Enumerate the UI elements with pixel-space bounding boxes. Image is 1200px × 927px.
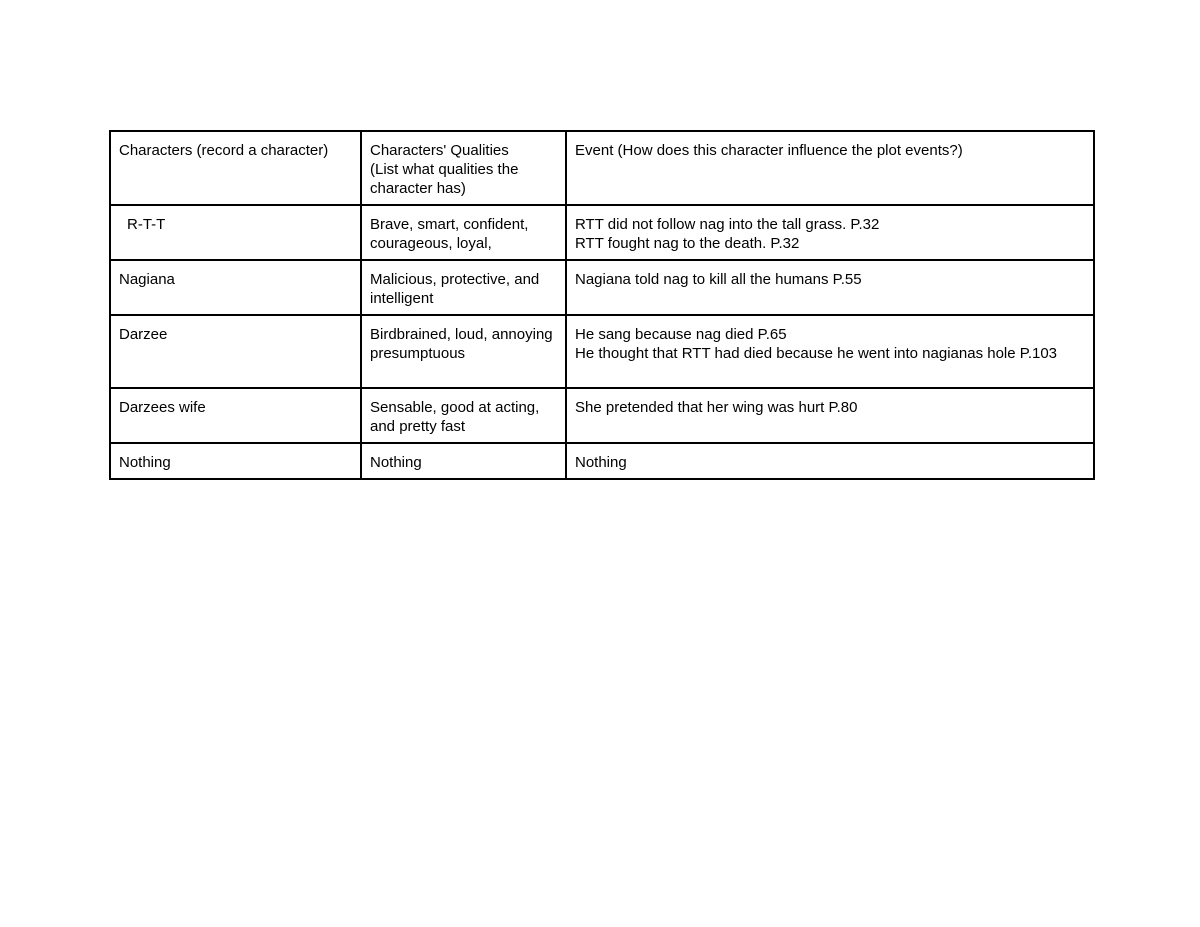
table-row <box>110 205 1094 260</box>
event-cell: Nothing <box>566 443 1094 479</box>
header-qualities: Characters' Qualities (List what qualities the character has) <box>361 131 566 205</box>
character-cell: Darzee <box>110 315 361 388</box>
header-event: Event (How does this character influence the plot events?) <box>566 131 1094 205</box>
qualities-cell: Sensable, good at acting, and pretty fast <box>361 388 566 443</box>
table-row <box>110 388 1094 443</box>
character-cell: Nothing <box>110 443 361 479</box>
qualities-cell: Nothing <box>361 443 566 479</box>
event-cell: RTT did not follow nag into the tall grass. P.32 RTT fought nag to the death. P.32 <box>566 205 1094 260</box>
qualities-cell: Malicious, protective, and intelligent <box>361 260 566 315</box>
event-cell: She pretended that her wing was hurt P.80 <box>566 388 1094 443</box>
table-row <box>110 260 1094 315</box>
qualities-cell: Brave, smart, confident, courageous, loyal, <box>361 205 566 260</box>
table-header-row <box>110 131 1094 205</box>
table-row <box>110 315 1094 388</box>
event-cell: Nagiana told nag to kill all the humans P.55 <box>566 260 1094 315</box>
table-row <box>110 443 1094 479</box>
character-cell: R-T-T <box>110 205 361 260</box>
character-table <box>109 130 1095 480</box>
qualities-cell: Birdbrained, loud, annoying presumptuous <box>361 315 566 388</box>
header-characters: Characters (record a character) <box>110 131 361 205</box>
character-cell: Darzees wife <box>110 388 361 443</box>
event-cell: He sang because nag died P.65 He thought that RTT had died because he went into nagianas hole P.103 <box>566 315 1094 388</box>
character-cell: Nagiana <box>110 260 361 315</box>
